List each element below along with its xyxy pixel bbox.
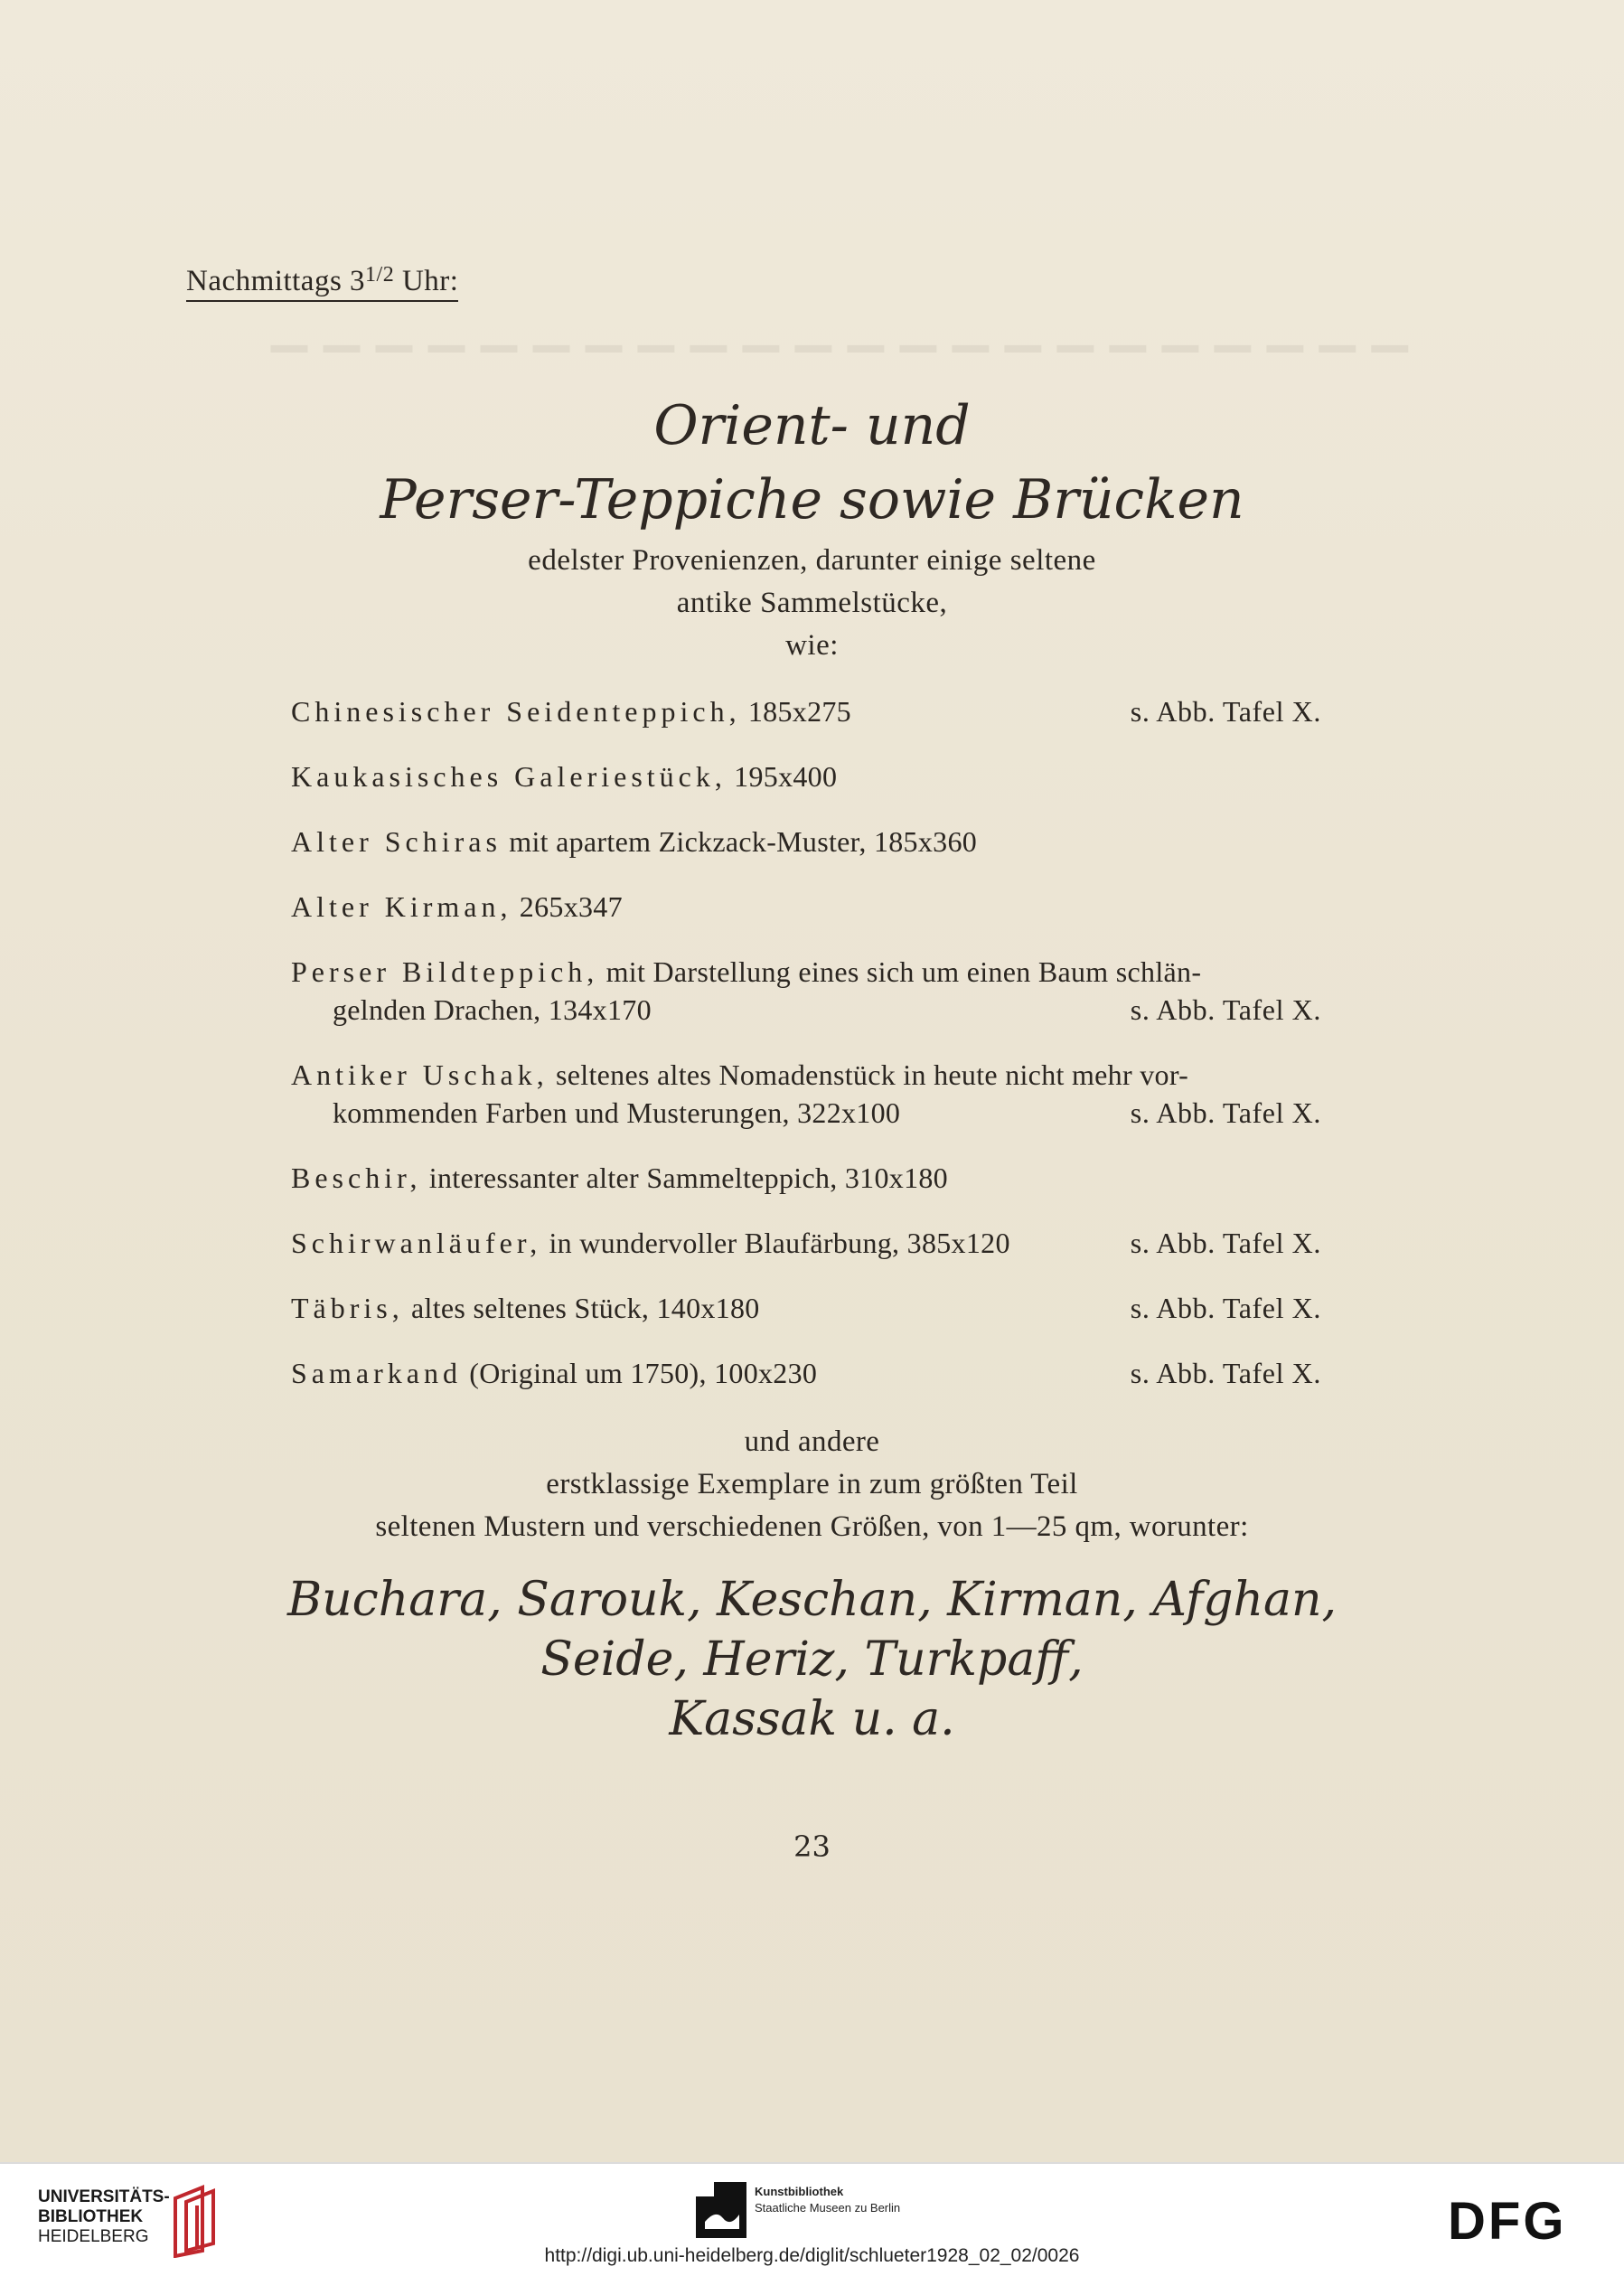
lot-name: Antiker Uschak, <box>291 1058 549 1091</box>
lot-entry <box>291 1354 1321 1392</box>
subtitle-line-1: edelster Provenienzen, darunter einige seltene <box>528 544 1096 577</box>
footer-divider <box>0 2162 1624 2164</box>
lot-continuation: gelnden Drachen, 134x170 <box>333 993 652 1026</box>
lot-text: 265x347 <box>512 890 623 923</box>
kb-line-2: Staatliche Museen zu Berlin <box>755 2201 901 2215</box>
lot-entry <box>291 1224 1321 1262</box>
kb-line-1: Kunstbibliothek <box>755 2185 844 2198</box>
plate-reference: s. Abb. Tafel X. <box>1130 993 1321 1026</box>
university-library-logo[interactable] <box>38 2187 170 2247</box>
lot-entry <box>291 888 1321 926</box>
lot-text: altes seltenes Stück, 140x180 <box>403 1292 760 1324</box>
lot-entry <box>291 953 1321 1029</box>
title-line-1: Orient- und <box>653 394 971 457</box>
lot-text: 195x400 <box>726 760 838 793</box>
subtitle-line-2: antike Sammelstücke, <box>676 587 948 619</box>
lot-text: mit Darstellung eines sich um einen Baum schlän- <box>598 955 1202 988</box>
lot-text: in wundervoller Blaufärbung, 385x120 <box>541 1227 1010 1259</box>
kunstbibliothek-label[interactable] <box>755 2184 900 2216</box>
time-fraction: 1/2 <box>365 263 395 287</box>
plate-reference: s. Abb. Tafel X. <box>1130 1096 1321 1129</box>
lot-name: Alter Schiras <box>291 825 502 858</box>
lot-text: interessanter alter Sammelteppich, 310x180 <box>421 1162 948 1194</box>
lot-continuation: kommenden Farben und Musterungen, 322x100 <box>333 1096 901 1129</box>
subtitle-line-3: wie: <box>785 629 839 662</box>
lot-entry <box>291 1159 1321 1197</box>
library-name-line-2: BIBLIOTHEK <box>38 2207 144 2226</box>
lot-entry <box>291 757 1321 795</box>
library-name-line-1: UNIVERSITÄTS- <box>38 2187 170 2206</box>
lot-entry <box>291 1289 1321 1327</box>
lot-name: Alter Kirman, <box>291 890 512 923</box>
names-line-3: Kassak u. a. <box>669 1692 955 1746</box>
outro-line-3: seltenen Mustern und verschiedenen Größen, von 1—25 qm, worunter: <box>375 1510 1249 1543</box>
dfg-logo[interactable]: DFG <box>1448 2192 1567 2251</box>
lot-name: Kaukasisches Galeriestück, <box>291 760 727 793</box>
lot-text: mit apartem Zickzack-Muster, 185x360 <box>501 825 978 858</box>
plate-reference: s. Abb. Tafel X. <box>1130 1227 1321 1259</box>
lot-entry <box>291 692 1321 730</box>
lot-name: Täbris, <box>291 1292 404 1324</box>
lot-name: Samarkand <box>291 1357 462 1389</box>
kunstbibliothek-logo-icon <box>696 2182 746 2238</box>
outro-line-1: und andere <box>744 1425 880 1458</box>
lot-entry <box>291 1056 1321 1132</box>
outro-line-2: erstklassige Exemplare in zum größten Teil <box>546 1468 1078 1500</box>
lot-name: Perser Bildteppich, <box>291 955 599 988</box>
plate-reference: s. Abb. Tafel X. <box>1130 695 1321 728</box>
lot-name: Chinesischer Seidenteppich, <box>291 695 741 728</box>
lot-text: (Original um 1750), 100x230 <box>461 1357 818 1389</box>
time-unit: Uhr: <box>401 265 459 297</box>
title-line-2: Perser-Teppiche sowie Brücken <box>380 468 1244 531</box>
names-line-2: Seide, Heriz, Turkpaff, <box>540 1632 1084 1687</box>
footer-bar <box>0 2162 1624 2276</box>
plate-reference: s. Abb. Tafel X. <box>1130 1357 1321 1389</box>
names-line-1: Buchara, Sarouk, Keschan, Kirman, Afghan, <box>286 1573 1338 1627</box>
lot-text: seltenes altes Nomadenstück in heute nicht mehr vor- <box>548 1058 1189 1091</box>
page-number: 23 <box>793 1829 831 1864</box>
permalink-url[interactable]: http://digi.ub.uni-heidelberg.de/diglit/schlueter1928_02_02/0026 <box>544 2245 1080 2266</box>
lot-name: Beschir, <box>291 1162 422 1194</box>
time-text: Nachmittags 3 <box>186 265 366 297</box>
lot-text: 185x275 <box>740 695 851 728</box>
plate-reference: s. Abb. Tafel X. <box>1130 1292 1321 1324</box>
library-name-line-3: HEIDELBERG <box>38 2227 149 2246</box>
lot-entry <box>291 823 1321 861</box>
lot-name: Schirwanläufer, <box>291 1227 542 1259</box>
time-heading <box>186 265 458 302</box>
show-through-text: ▁▁▁▁▁▁▁▁▁▁▁▁▁▁▁▁▁▁▁▁▁▁ <box>271 300 1424 352</box>
